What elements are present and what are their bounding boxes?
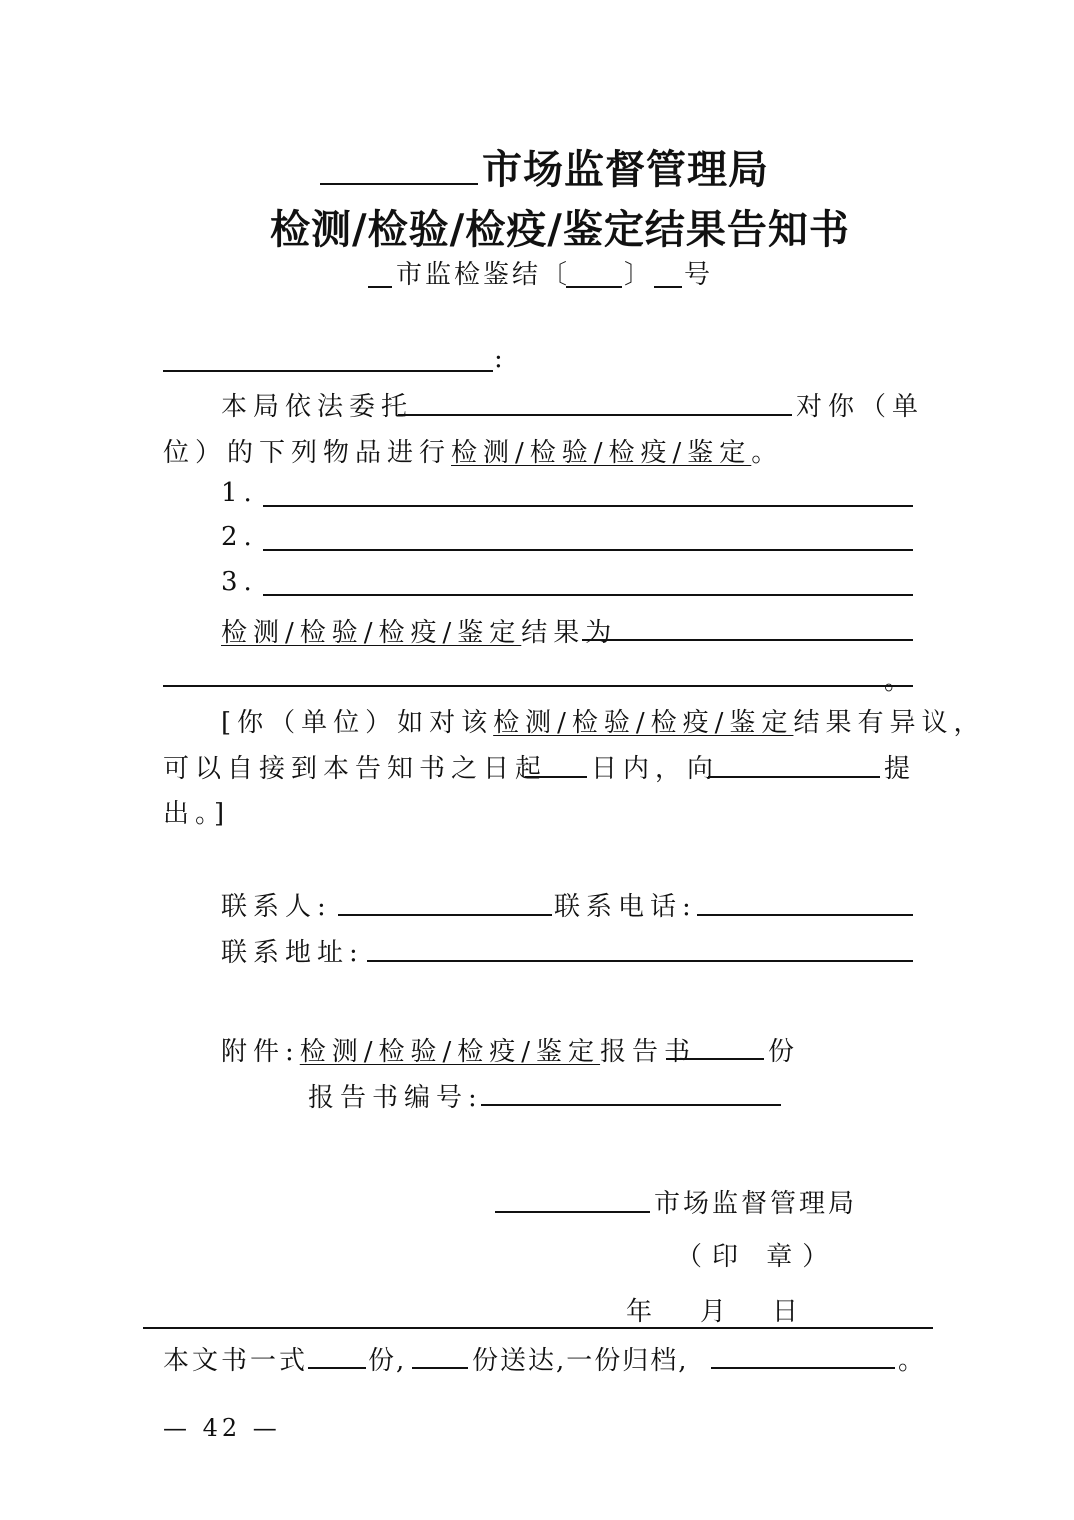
- contact-person-label: 联系人:: [221, 892, 332, 922]
- footer-text-d: 。: [898, 1346, 931, 1376]
- result-end-mark: 。: [884, 666, 917, 696]
- date-year: 年: [626, 1297, 659, 1327]
- contact-person-blank: [338, 914, 552, 916]
- document-title: 检测/检验/检疫/鉴定结果告知书: [270, 206, 850, 253]
- attachment-report: 报告书: [600, 1037, 697, 1067]
- page-number: — 42 —: [163, 1414, 281, 1442]
- bureau-name-blank: [320, 183, 478, 185]
- entrusted-agency-blank: [398, 414, 792, 416]
- intro-line2-prefix: 位）的下列物品进行: [163, 438, 452, 468]
- item-2-blank: [263, 549, 913, 551]
- title-bureau-suffix: 市场监督管理局: [482, 146, 769, 193]
- doc-no-bracket-close: 〕: [624, 260, 657, 290]
- footer-recipient-blank: [711, 1367, 895, 1369]
- objection-days-blank: [525, 776, 587, 778]
- doc-no-prefix-blank: [368, 286, 392, 288]
- attachment-copies-blank: [666, 1058, 764, 1060]
- objection-l1-prefix: [你（单位）如对该: [221, 708, 494, 738]
- date-day: 日: [772, 1297, 805, 1327]
- attachment-copies: 份: [768, 1037, 801, 1067]
- date-month: 月: [700, 1297, 733, 1327]
- objection-l2-b: 日内，向: [591, 754, 720, 784]
- intro-line2: [163, 432, 783, 469]
- contact-address-label: 联系地址:: [221, 938, 364, 968]
- issuer-bureau-name: 市场监督管理局: [654, 1189, 858, 1219]
- objection-authority-blank: [708, 776, 880, 778]
- intro-text-2: 对你（单: [796, 392, 925, 422]
- doc-no-number-blank: [654, 286, 682, 288]
- footer-text-b: 份,: [368, 1346, 407, 1376]
- report-no-label: 报告书编号:: [308, 1083, 483, 1113]
- footer-divider: [143, 1327, 933, 1329]
- report-no-blank: [481, 1104, 781, 1106]
- objection-l3: 出。]: [163, 799, 231, 829]
- result-linked: 检测/检验/检疫/鉴定: [221, 618, 522, 648]
- item-2-number: 2.: [221, 522, 258, 552]
- objection-line-1: [221, 702, 985, 739]
- addressee-blank: [163, 370, 493, 372]
- footer-total-copies-blank: [308, 1367, 366, 1369]
- addressee-colon: :: [494, 344, 509, 374]
- contact-phone-blank: [697, 914, 913, 916]
- footer-text-c: 份送达,一份归档,: [472, 1346, 689, 1376]
- objection-l1-linked: 检测/检验/检疫/鉴定: [493, 708, 794, 738]
- contact-phone-label: 联系电话:: [554, 892, 697, 922]
- item-3-blank: [263, 594, 913, 596]
- objection-l1-suffix: 结果有异议，: [793, 708, 986, 738]
- result-suffix: 结果为: [521, 618, 618, 648]
- attachment-label: 附件:: [221, 1037, 300, 1067]
- doc-no-year-blank: [566, 286, 622, 288]
- footer-text-a: 本文书一式: [163, 1346, 309, 1376]
- contact-address-blank: [367, 960, 913, 962]
- intro-line2-linked: 检测/检验/检疫/鉴定: [451, 438, 752, 468]
- doc-no-text: 市监检鉴结〔: [396, 260, 571, 290]
- attachment-linked: 检测/检验/检疫/鉴定: [299, 1037, 601, 1067]
- result-line: [221, 612, 617, 649]
- item-1-number: 1.: [221, 478, 258, 508]
- intro-line2-suffix: 。: [751, 438, 784, 468]
- objection-l2-a: 可以自接到本告知书之日起: [163, 754, 548, 784]
- doc-no-suffix: 号: [684, 260, 717, 290]
- intro-text-1: 本局依法委托: [221, 392, 414, 422]
- item-1-blank: [263, 505, 913, 507]
- footer-served-copies-blank: [412, 1367, 468, 1369]
- issuer-bureau-blank: [495, 1211, 650, 1213]
- seal-text: （印 章）: [676, 1242, 839, 1272]
- item-3-number: 3.: [221, 567, 258, 597]
- attachment-line: [221, 1031, 696, 1068]
- objection-l2-c: 提: [884, 754, 917, 784]
- result-blank-1: [582, 639, 913, 641]
- result-blank-2: [163, 685, 913, 687]
